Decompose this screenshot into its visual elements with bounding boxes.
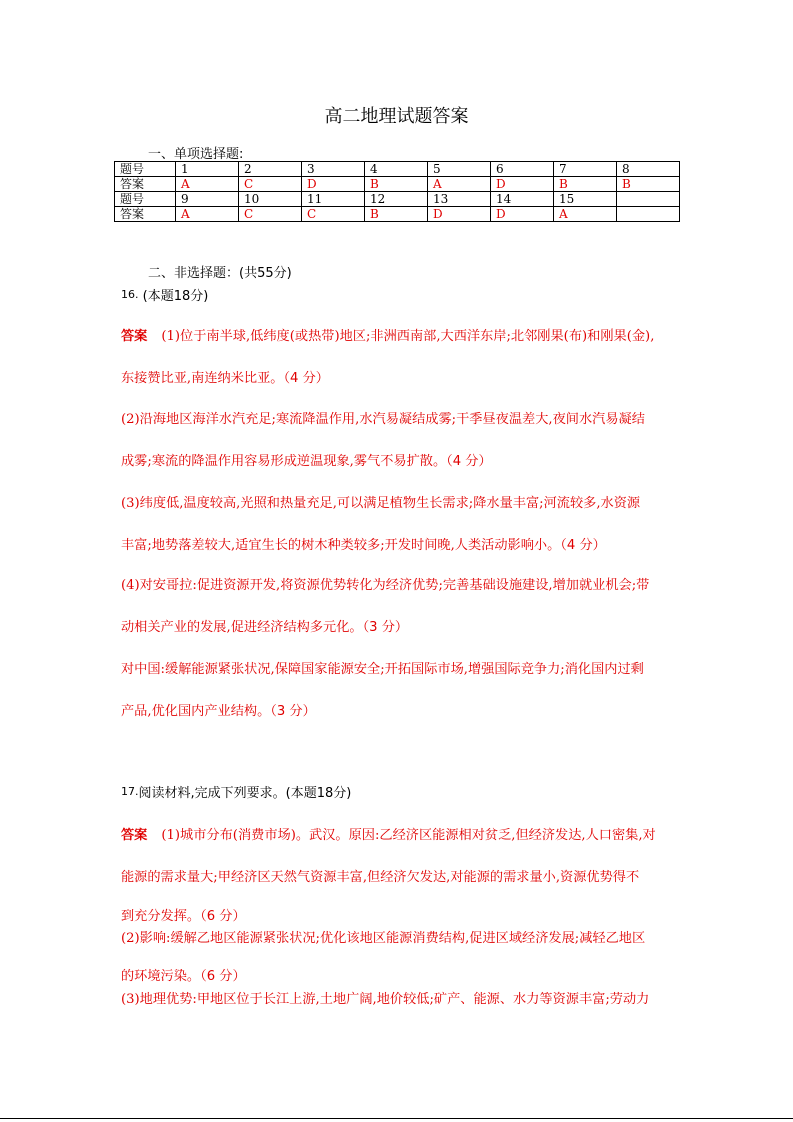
q17-line-2: 能源的需求量大;甲经济区天然气资源丰富,但经济欠发达,对能源的需求量小,资源优势得不 bbox=[121, 870, 640, 885]
q17-line-5: 的环境污染。（6 分） bbox=[121, 969, 246, 984]
question-16-number: 16. bbox=[121, 288, 139, 301]
question-16-header bbox=[121, 285, 208, 304]
q16-score-1: （4 分） bbox=[283, 371, 329, 386]
q16-line-1: 答案 (1)位于南半球,低纬度(或热带)地区;非洲西南部,大西洋东岸;北邻刚果(布)和刚果(金), bbox=[121, 329, 655, 344]
answer-table-cell: C bbox=[239, 177, 302, 192]
answer-table-cell: 1 bbox=[176, 162, 239, 177]
q16-score-2: （4 分） bbox=[446, 454, 492, 469]
question-17-title: 阅读材料,完成下列要求。(本题18分) bbox=[138, 786, 352, 801]
answer-table-cell: B bbox=[554, 177, 617, 192]
answer-table-cell: 5 bbox=[428, 162, 491, 177]
answer-table-row-label: 答案 bbox=[115, 177, 176, 192]
q17-score-2: （6 分） bbox=[200, 969, 246, 984]
answer-table-cell: 6 bbox=[491, 162, 554, 177]
answer-table-cell: 7 bbox=[554, 162, 617, 177]
q16-line-7: (4)对安哥拉:促进资源开发,将资源优势转化为经济优势;完善基础设施建设,增加就业机会;带 bbox=[121, 578, 650, 593]
answer-table-cell: C bbox=[302, 207, 365, 222]
answer-table-row bbox=[115, 207, 680, 222]
answer-table-cell: B bbox=[365, 207, 428, 222]
answer-table-cell: A bbox=[554, 207, 617, 222]
q17-answer-label: 答案 bbox=[121, 828, 148, 843]
q16-line-6: 丰富;地势落差较大,适宜生长的树木种类较多;开发时间晚,人类活动影响小。（4 分） bbox=[121, 538, 606, 553]
q17-line-6: (3)地理优势:甲地区位于长江上游,土地广阔,地价较低;矿产、能源、水力等资源丰富;劳动力 bbox=[121, 992, 650, 1007]
answer-table-row bbox=[115, 192, 680, 207]
section-non-choice: 二、非选择题：(共55分) bbox=[148, 266, 292, 281]
q17-line-4: (2)影响:缓解乙地区能源紧张状况;优化该地区能源消费结构,促进区域经济发展;减轻乙地区 bbox=[121, 931, 646, 946]
answer-table-cell: 13 bbox=[428, 192, 491, 207]
answer-table-cell: 8 bbox=[617, 162, 680, 177]
page-title: 高二地理试题答案 bbox=[324, 106, 469, 127]
question-17-number: 17. bbox=[121, 785, 139, 798]
page-bottom-rule bbox=[0, 1118, 793, 1119]
answer-table-cell: 4 bbox=[365, 162, 428, 177]
answer-table-cell: D bbox=[491, 207, 554, 222]
q16-line-8: 动相关产业的发展,促进经济结构多元化。（3 分） bbox=[121, 620, 409, 635]
section-single-choice: 一、单项选择题: bbox=[148, 147, 244, 162]
answer-table-row bbox=[115, 177, 680, 192]
answer-table-cell: A bbox=[176, 177, 239, 192]
answer-table-cell: D bbox=[428, 207, 491, 222]
q16-line-2: 东接赞比亚,南连纳米比亚。（4 分） bbox=[121, 371, 329, 386]
answer-table-cell bbox=[617, 192, 680, 207]
answer-table-cell: A bbox=[428, 177, 491, 192]
answer-table-cell: B bbox=[617, 177, 680, 192]
answer-table-row-label: 题号 bbox=[115, 192, 176, 207]
q16-line-5: (3)纬度低,温度较高,光照和热量充足,可以满足植物生长需求;降水量丰富;河流较多,水资源 bbox=[121, 496, 641, 511]
q16-line-4: 成雾;寒流的降温作用容易形成逆温现象,雾气不易扩散。（4 分） bbox=[121, 454, 492, 469]
q16-line-10: 产品,优化国内产业结构。（3 分） bbox=[121, 704, 316, 719]
q16-answer-label: 答案 bbox=[121, 329, 148, 344]
q17-score-1: （6 分） bbox=[200, 909, 246, 924]
answer-table-cell: D bbox=[491, 177, 554, 192]
answer-table-cell: 10 bbox=[239, 192, 302, 207]
q17-line-1: 答案 (1)城市分布(消费市场)。武汉。原因:乙经济区能源相对贫乏,但经济发达,人口密集,对 bbox=[121, 828, 656, 843]
answer-table-cell: 12 bbox=[365, 192, 428, 207]
question-17-header bbox=[121, 782, 351, 801]
answer-table-cell: 14 bbox=[491, 192, 554, 207]
answer-table-cell: 15 bbox=[554, 192, 617, 207]
answer-table bbox=[114, 161, 680, 222]
answer-table-cell: 2 bbox=[239, 162, 302, 177]
answer-table-row bbox=[115, 162, 680, 177]
answer-table-cell: B bbox=[365, 177, 428, 192]
answer-table-row-label: 题号 bbox=[115, 162, 176, 177]
answer-table-cell: A bbox=[176, 207, 239, 222]
q16-score-4: （3 分） bbox=[362, 620, 409, 635]
answer-table-cell bbox=[617, 207, 680, 222]
q16-line-9: 对中国:缓解能源紧张状况,保障国家能源安全;开拓国际市场,增强国际竞争力;消化国内过剩 bbox=[121, 662, 644, 677]
answer-table-cell: 9 bbox=[176, 192, 239, 207]
answer-table-row-label: 答案 bbox=[115, 207, 176, 222]
answer-table-cell: D bbox=[302, 177, 365, 192]
answer-table-cell: 11 bbox=[302, 192, 365, 207]
answer-table-cell: 3 bbox=[302, 162, 365, 177]
q16-score-3: （4 分） bbox=[560, 538, 606, 553]
question-16-title: (本题18分) bbox=[142, 289, 209, 304]
q16-score-5: （3 分） bbox=[270, 704, 316, 719]
answer-table-cell: C bbox=[239, 207, 302, 222]
q16-line-3: (2)沿海地区海洋水汽充足;寒流降温作用,水汽易凝结成雾;干季昼夜温差大,夜间水汽易凝结 bbox=[121, 412, 645, 427]
q17-line-3: 到充分发挥。（6 分） bbox=[121, 909, 246, 924]
